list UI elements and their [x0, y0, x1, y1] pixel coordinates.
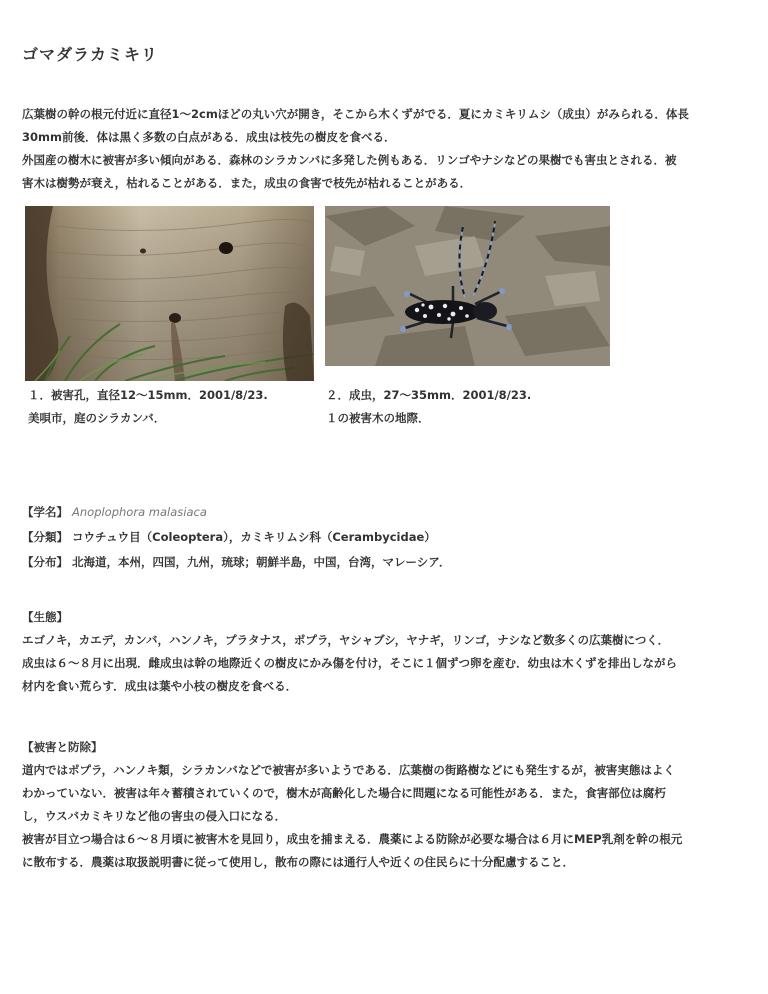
distribution-value: 北海道，本州，四国，九州，琉球；朝鮮半島，中国，台湾，マレーシア．	[72, 555, 451, 569]
damage-line: わかっていない．被害は年々蓄積されていくので，樹木が高齢化した場合に問題になる可能性がある．また，食害部位は腐朽	[22, 786, 666, 800]
ecology-line: 成虫は６〜８月に出現．雌成虫は幹の地際近くの樹皮にかみ傷を付け，そこに１個ずつ卵を産む．幼虫は木くずを排出しながら	[22, 656, 678, 670]
page-title: ゴマダラカミキリ	[22, 45, 159, 64]
intro-line: 外国産の樹木に被害が多い傾向がある．森林のシラカンバに多発した例もある．リンゴやナシなどの果樹でも害虫とされる．被	[22, 153, 677, 167]
scientific-name-label: 【学名】	[22, 505, 68, 519]
section-heading: 【被害と防除】	[22, 740, 103, 754]
classification-row	[22, 525, 752, 550]
distribution-row	[22, 550, 752, 575]
caption-line: １．被害孔，直径12〜15mm．2001/8/23.	[28, 388, 268, 402]
scientific-name-row	[22, 500, 752, 525]
damage-control-section	[22, 736, 752, 874]
damage-line: 道内ではポプラ，ハンノキ類，シラカンバなどで被害が多いようである．広葉樹の街路樹などにも発生するが，被害実態はよく	[22, 763, 675, 777]
ecology-line: エゴノキ，カエデ，カンバ，ハンノキ，プラタナス，ポプラ，ヤシャブシ，ヤナギ，リンゴ，ナシなど数多くの広葉樹につく．	[22, 633, 670, 647]
photo-caption-1	[28, 384, 268, 430]
damage-line: し，ウスバカミキリなど他の害虫の侵入口になる．	[22, 809, 287, 823]
section-heading: 【生態】	[22, 610, 68, 624]
damage-line: 被害が目立つ場合は６〜８月頃に被害木を見回り，成虫を捕まえる．農薬による防除が必要な場合は６月にMEP乳剤を幹の根元	[22, 832, 683, 846]
distribution-label: 【分布】	[22, 555, 68, 569]
classification-value: コウチュウ目（Coleoptera），カミキリムシ科（Cerambycidae）	[72, 530, 436, 544]
ecology-section	[22, 606, 752, 698]
intro-line: 30mm前後．体は黒く多数の白点がある．成虫は枝先の樹皮を食べる．	[22, 130, 396, 144]
intro-line: 害木は樹勢が衰え，枯れることがある．また，成虫の食害で枝先が枯れることがある．	[22, 176, 472, 190]
photo-adult-beetle	[325, 206, 610, 366]
caption-line: ２．成虫，27〜35mm．2001/8/23.	[326, 388, 532, 402]
intro-line: 広葉樹の幹の根元付近に直径1〜2cmほどの丸い穴が開き，そこから木くずがでる．夏にカミキリムシ（成虫）がみられる．体長	[22, 107, 689, 121]
scientific-name: Anoplophora malasiaca	[72, 505, 207, 519]
caption-line: １の被害木の地際．	[326, 411, 430, 425]
damage-line: に散布する．農薬は取扱説明書に従って使用し，散布の際には通行人や近くの住民らに十分配慮すること．	[22, 855, 574, 869]
classification-label: 【分類】	[22, 530, 68, 544]
intro-paragraph	[22, 103, 752, 195]
photo-caption-2	[326, 384, 531, 430]
caption-line: 美唄市，庭のシラカンバ．	[28, 411, 166, 425]
ecology-line: 材内を食い荒らす．成虫は葉や小枝の樹皮を食べる．	[22, 679, 298, 693]
photo-damage-hole	[25, 206, 314, 381]
species-info	[22, 500, 752, 575]
